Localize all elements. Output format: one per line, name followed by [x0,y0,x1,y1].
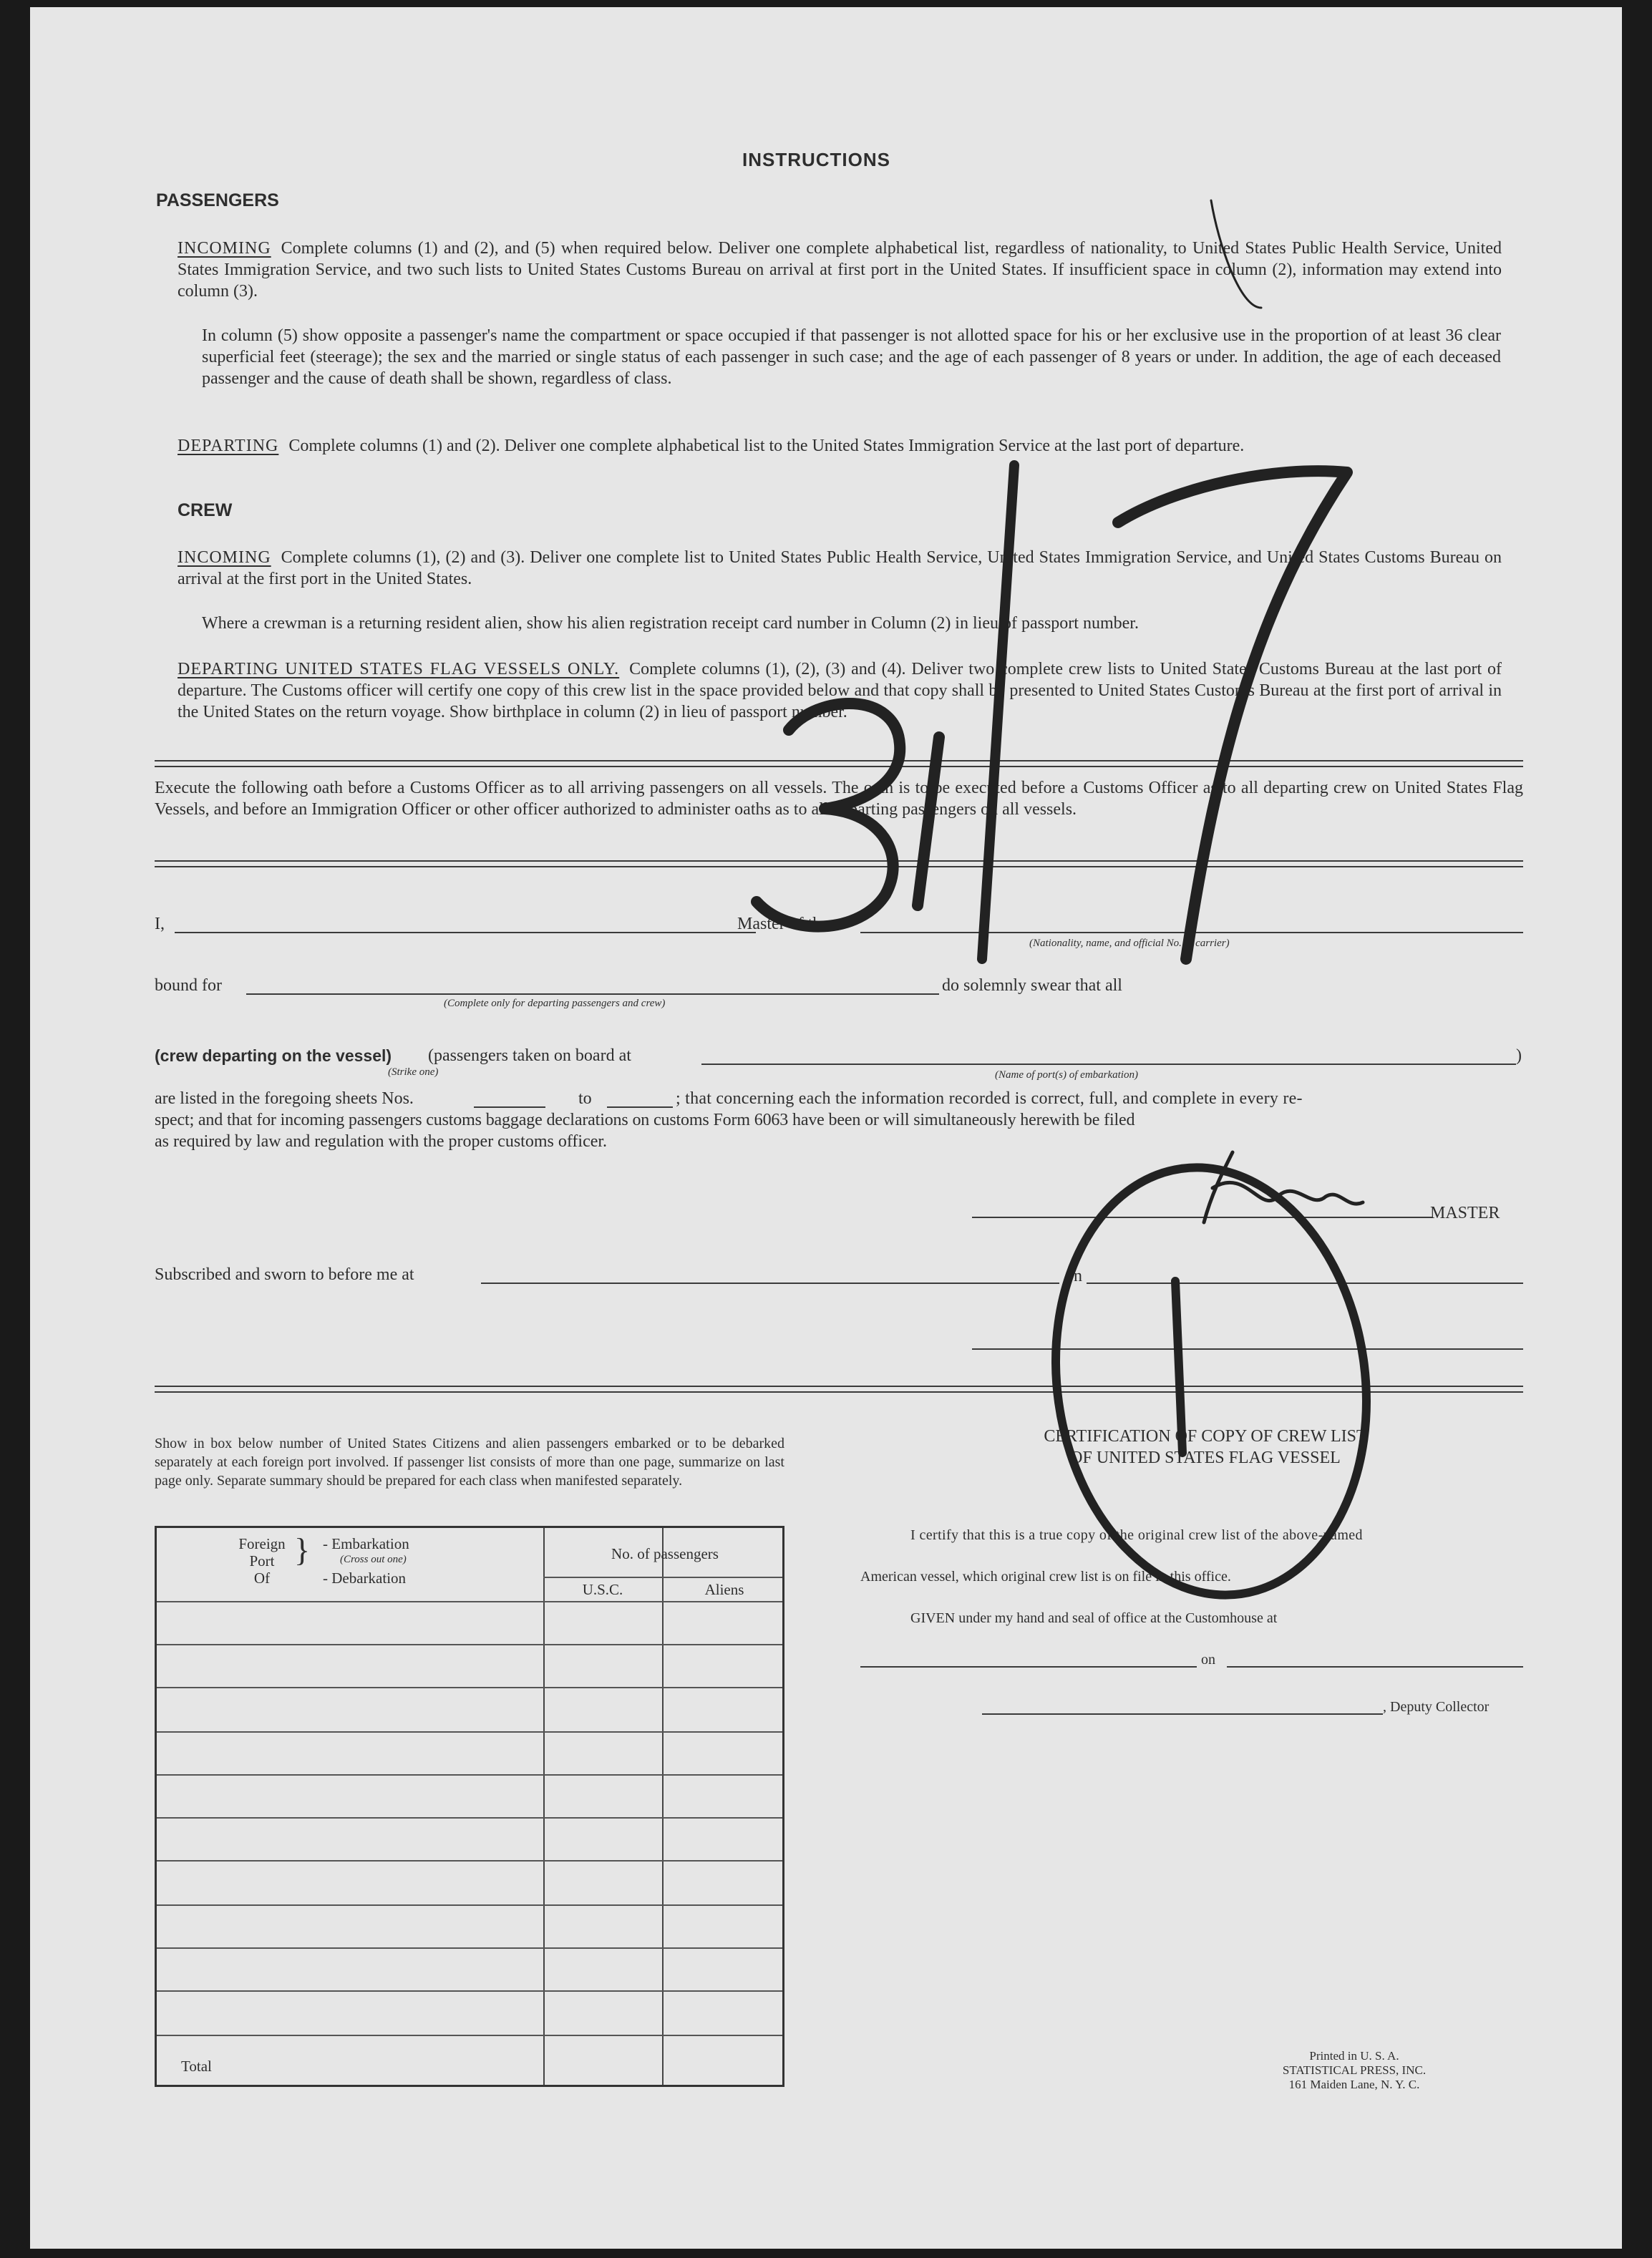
port-label: Port [249,1552,275,1570]
embarkation-option[interactable]: - Embarkation [323,1535,409,1552]
bound-for-label: bound for [155,976,222,995]
master-label: MASTER [1430,1204,1500,1222]
cert-given: GIVEN under my hand and seal of office at the Customhouse at [910,1610,1278,1626]
bound-for-line[interactable] [246,993,939,995]
sheet-to-line[interactable] [607,1106,673,1108]
table-row [157,1904,782,1906]
master-name-line[interactable] [175,932,756,933]
master-of-the: Master of the [737,915,829,933]
regulation-text: as required by law and regulation with the proper customs officer. [155,1132,608,1151]
total-label: Total [181,2058,212,2075]
hint-ports: (Name of port(s) of embarkation) [995,1069,1138,1081]
brace: } [294,1532,311,1568]
header-divider [543,1577,782,1578]
deputy-collector-label: , Deputy Collector [1383,1699,1490,1715]
divider [155,860,1523,867]
cross-out-hint: (Cross out one) [340,1554,407,1565]
passengers-incoming-text: Complete columns (1) and (2), and (5) when required below. Deliver one complete alphabetical list, regardless of nationality, to United States Public Health Service, United States Immigration Service, and two such lists to United States Customs Bureau on arrival at first port in the United States. If insufficient space in column (2), information may extend into column (3). [178,239,1502,301]
instructions-title: INSTRUCTIONS [742,149,890,170]
cert-on-label: on [1201,1652,1215,1668]
crew-incoming-text: Complete columns (1), (2) and (3). Deliver one complete list to United States Public Health Service, United States Immigration Service, and United States Customs Bureau on arrival at the first port in the United States. [178,548,1502,588]
printer-line-1: Printed in U. S. A. [1309,2049,1399,2063]
crew-incoming-label: INCOMING [178,548,271,567]
box-instructions: Show in box below number of United States Citizens and alien passengers embarked or to be debarked separately at each foreign port involved. If passenger list consists of more than one page, summarize on last page only. Separate summary should be prepared for each class when manifested separately. [155,1436,784,1489]
close-paren: ) [1516,1046,1522,1065]
passengers-departing-text: Complete columns (1) and (2). Deliver one complete alphabetical list to the United States Immigration Service at the last port of departure. [288,437,1245,455]
hint-carrier: (Nationality, name, and official No. of carrier) [1029,938,1230,949]
deputy-signature-line[interactable] [982,1713,1383,1715]
table-row [157,1860,782,1862]
hint-complete: (Complete only for departing passengers and crew) [444,998,666,1009]
passengers-column5-paragraph: In column (5) show opposite a passenger's name the compartment or space occupied if that passenger is not allotted space for his or her exclusive use in the proportion of at least 36 clear superficial feet (steerage); the sex and the married or single status of each passenger in such case; and the age of each passenger of 8 years or under. In addition, the age of each deceased passenger and the cause of death shall be shown, regardless of class. [202,326,1501,388]
crew-resident-paragraph: Where a crewman is a returning resident alien, show his alien registration receipt card number in Column (2) in lieu of passport number. [202,614,1139,633]
table-row [157,1817,782,1819]
column-divider [543,1528,545,2085]
table-row [157,1687,782,1688]
listed-in-text: are listed in the foregoing sheets Nos. [155,1089,414,1108]
hint-strike: (Strike one) [388,1066,439,1078]
usc-header: U.S.C. [582,1581,623,1598]
header-bottom [157,1601,782,1602]
concerning-text: ; that concerning each the information recorded is correct, full, and complete in every re- [676,1089,1303,1108]
passengers-departing-paragraph [178,435,1502,457]
table-row [157,1947,782,1949]
crew-incoming-paragraph [178,547,1502,590]
subscribed-text: Subscribed and sworn to before me at [155,1265,414,1284]
crew-heading: CREW [178,500,233,520]
debarkation-option[interactable]: - Debarkation [323,1570,407,1587]
sheet-from-line[interactable] [474,1106,545,1108]
passengers-incoming-label: INCOMING [178,239,271,258]
cert-title-2: OF UNITED STATES FLAG VESSEL [1070,1449,1341,1467]
table-row [157,2035,782,2036]
sworn-place-line[interactable] [481,1283,1059,1284]
passengers-incoming-paragraph [178,238,1502,302]
master-signature [1204,1152,1363,1222]
spect-text: spect; and that for incoming passengers customs baggage declarations on customs Form 6063 have been or will simultaneously herewith be filed [155,1111,1135,1129]
table-row [157,1644,782,1645]
crew-departing-text: Complete columns (1), (2), (3) and (4). Deliver two complete crew lists to United States Customs Bureau at the last port of departure. The Customs officer will certify one copy of this crew list in the space provided below and that copy shall be presented to United States Customs Bureau at the first port of arrival in the United States on the return voyage. Show birthplace in column (2) in lieu of passport number. [178,660,1502,721]
to-label: to [578,1089,592,1108]
divider [155,760,1523,767]
master-signature-line[interactable] [972,1217,1433,1218]
passengers-departing-label: DEPARTING [178,437,279,455]
oath-intro: Execute the following oath before a Customs Officer as to all arriving passengers on all vessels. The oath is to be executed before a Customs Officer as to all departing crew on United States Flag Vessels, and before an Immigration Officer or other officer authorized to administer oaths as to all departing passengers on all vessels. [155,779,1523,819]
passenger-count-table [155,1526,784,2087]
foreign-label: Foreign [238,1535,286,1552]
printer-line-2: STATISTICAL PRESS, INC. [1282,2063,1427,2077]
of-label: Of [253,1570,271,1587]
no-of-passengers-header: No. of passengers [611,1545,719,1562]
cert-american: American vessel, which original crew list is on file in this office. [860,1569,1231,1585]
sworn-date-line[interactable] [1087,1283,1523,1284]
officer-signature-line[interactable] [972,1348,1523,1350]
cert-date-line[interactable] [1227,1666,1523,1668]
table-row [157,1731,782,1733]
carrier-line[interactable] [860,932,1523,933]
form-sheet [30,7,1622,2249]
passengers-heading: PASSENGERS [156,190,279,210]
crew-departing-label: DEPARTING UNITED STATES FLAG VESSELS ONLY. [178,660,620,678]
crew-departing-option[interactable]: (crew departing on the vessel) [155,1046,392,1065]
embarkation-ports-line[interactable] [701,1064,1516,1065]
column-divider [662,1528,664,2085]
divider [155,1386,1523,1393]
aliens-header: Aliens [704,1581,744,1598]
on-label: on [1065,1267,1082,1285]
customhouse-line[interactable] [860,1666,1197,1668]
passengers-taken-option[interactable]: (passengers taken on board at [428,1046,631,1065]
table-row [157,1990,782,1992]
printer-line-3: 161 Maiden Lane, N. Y. C. [1288,2078,1420,2091]
swear-text: do solemnly swear that all [942,976,1122,995]
oath-i-label: I, [155,915,165,933]
crew-departing-paragraph [178,658,1502,723]
cert-title-1: CERTIFICATION OF COPY OF CREW LIST [1044,1427,1367,1446]
table-row [157,1774,782,1776]
cert-certify: I certify that this is a true copy of the original crew list of the above-named [910,1527,1363,1543]
